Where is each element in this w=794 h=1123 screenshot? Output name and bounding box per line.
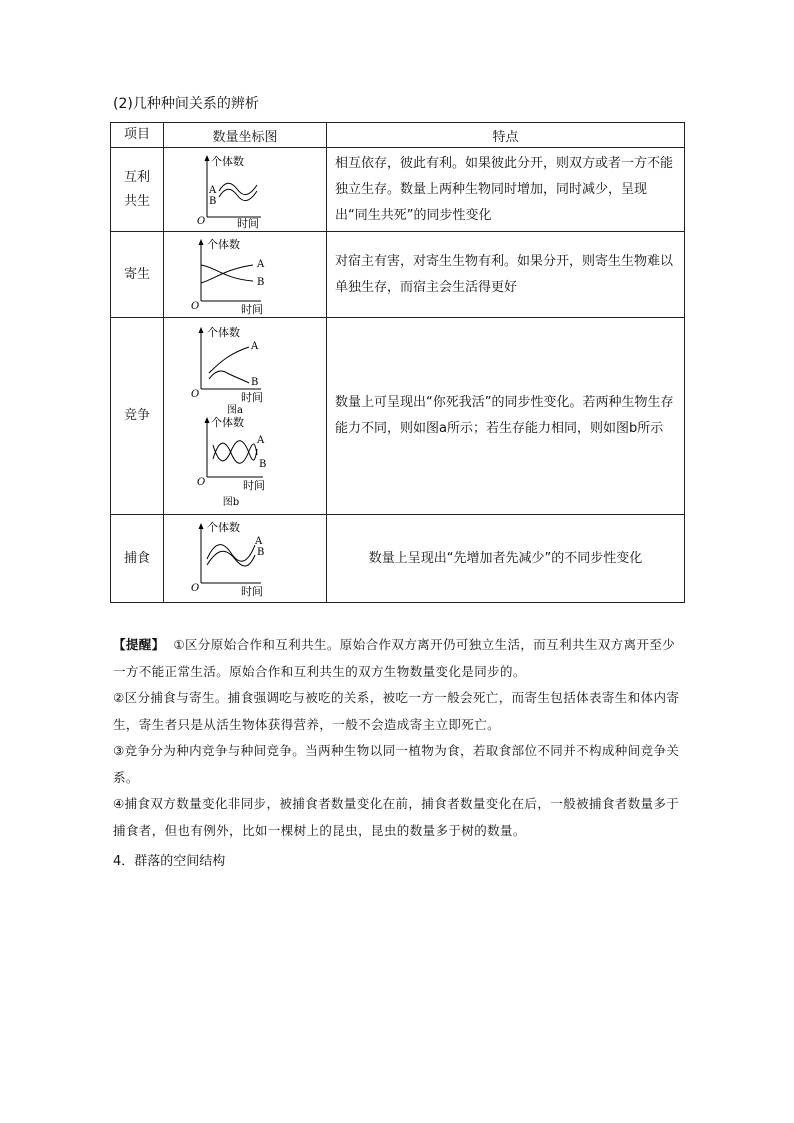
- table-row: [111, 232, 685, 318]
- tips-tag: 【提醒】: [113, 637, 165, 652]
- curve-a: [207, 544, 255, 561]
- relationship-table: [110, 122, 685, 603]
- curve-a: [219, 183, 257, 194]
- curve-a: [213, 441, 257, 461]
- y-axis-label: 个体数: [207, 520, 240, 534]
- x-axis-label: 时间: [243, 479, 265, 492]
- label-b: B: [259, 459, 267, 470]
- y-axis-label: 个体数: [211, 154, 244, 168]
- predation-graph-cell: [164, 515, 327, 603]
- y-axis-label: 个体数: [207, 326, 240, 339]
- header-feature: 特点: [327, 123, 685, 148]
- header-graph: 数量坐标图: [164, 123, 327, 148]
- tip-item: ④捕食双方数量变化非同步，被捕食者数量变化在前，捕食者数量变化在后，一般被捕食者数量多于捕食者，但也有例外，比如一棵树上的昆虫，昆虫的数量多于树的数量。: [113, 796, 680, 838]
- row-name-text: 互利 共生: [123, 169, 150, 209]
- tip-item: [113, 632, 688, 685]
- row-name: 捕食: [111, 515, 164, 603]
- x-axis-label: 时间: [241, 391, 263, 404]
- y-axis-label: 个体数: [211, 416, 244, 429]
- label-a: A: [257, 435, 265, 446]
- fig-a-caption: 图a: [227, 405, 243, 415]
- curve-a: [209, 347, 249, 373]
- table-row: [111, 515, 685, 603]
- tip-text: ①区分原始合作和互利共生。原始合作双方离开仍可独立生活，而互利共生双方离开至少一方不能正常生活。原始合作和互利共生的双方生物数量变化是同步的。: [113, 637, 676, 679]
- table-row: [111, 148, 685, 232]
- row-name: 竞争: [111, 318, 164, 515]
- row-name: [111, 148, 164, 232]
- y-axis-label: 个体数: [207, 237, 240, 251]
- competition-graph-a: [185, 321, 305, 415]
- parasitism-graph-cell: [164, 232, 327, 318]
- competition-graph-cell: [164, 318, 327, 515]
- row-feature: 对宿主有害，对寄生生物有利。如果分开，则寄生生物难以单独生存，而宿主会生活得更好: [327, 232, 685, 318]
- competition-graph-b: [185, 415, 305, 511]
- tips-block: [113, 632, 688, 844]
- label-a: A: [257, 258, 265, 270]
- table-header-row: [111, 123, 685, 148]
- row-feature: 相互依存，彼此有利。如果彼此分开，则双方或者一方不能独立生存。数量上两种生物同时增加，同时减少，呈现出“同生共死”的同步性变化: [327, 148, 685, 232]
- fig-b-caption: 图b: [222, 497, 240, 508]
- tip-item: ②区分捕食与寄生。捕食强调吃与被吃的关系，被吃一方一般会死亡，而寄生包括体表寄生和体内寄生，寄生者只是从活生物体获得营养，一般不会造成寄主立即死亡。: [113, 690, 680, 732]
- curve-b: [201, 265, 253, 281]
- label-a: A: [209, 184, 217, 196]
- label-b: B: [257, 276, 265, 288]
- label-a: A: [251, 341, 259, 352]
- tip-item: ③竞争分为种内竞争与种间竞争。当两种生物以同一植物为食，若取食部位不同并不构成种间竞争关系。: [113, 743, 680, 785]
- mutualism-graph: [185, 151, 305, 229]
- x-axis-label: 时间: [241, 302, 263, 315]
- label-b: B: [257, 546, 265, 558]
- x-axis-label: 时间: [241, 584, 263, 598]
- curve-b: [209, 371, 249, 383]
- origin-label: O: [191, 582, 200, 594]
- mutualism-graph-cell: [164, 148, 327, 232]
- row-name: 寄生: [111, 232, 164, 318]
- curve-b: [213, 443, 257, 463]
- origin-label: O: [191, 300, 200, 312]
- predation-graph: [185, 519, 305, 599]
- section-heading: (2)几种种间关系的辨析: [113, 96, 259, 112]
- origin-label: O: [197, 477, 206, 488]
- origin-label: O: [191, 389, 200, 400]
- table-row: [111, 318, 685, 515]
- header-item: 项目: [111, 123, 164, 148]
- next-section-heading: 4．群落的空间结构: [113, 854, 226, 869]
- label-b: B: [251, 377, 259, 388]
- row-feature: 数量上可呈现出“你死我活”的同步性变化。若两种生物生存能力不同，则如图a所示；若生存能力相同，则如图b所示: [327, 318, 685, 515]
- origin-label: O: [197, 215, 206, 227]
- label-b: B: [209, 195, 217, 207]
- label-a: A: [255, 535, 263, 547]
- parasitism-graph: [185, 235, 305, 315]
- x-axis-label: 时间: [237, 216, 259, 229]
- row-feature: 数量上呈现出“先增加者先减少”的不同步性变化: [327, 515, 685, 603]
